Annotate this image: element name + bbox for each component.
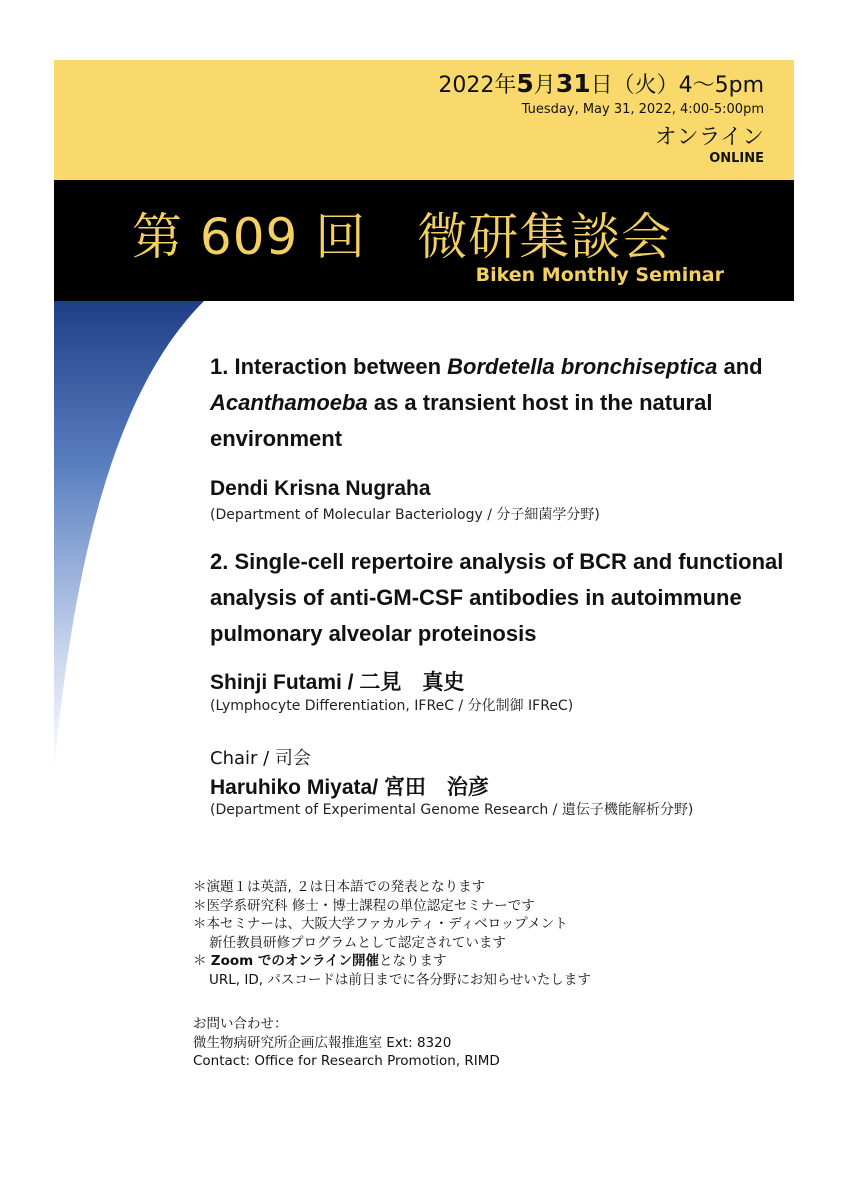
contact-office-ja: 微生物病研究所企画広報推進室 Ext: 8320: [193, 1034, 452, 1051]
date-ja: 2022年5月31日（火）4～5pm: [438, 69, 764, 98]
chair-affiliation: (Department of Experimental Genome Research / 遺伝子機能解析分野): [210, 802, 694, 818]
note-item: ＊本セミナーは、大阪大学ファカルティ・ディベロップメント: [193, 916, 568, 932]
note-item: URL, ID, パスコードは前日までに各分野にお知らせいたします: [209, 971, 591, 988]
date-en: Tuesday, May 31, 2022, 4:00-5:00pm: [521, 102, 764, 117]
chair-label: Chair / 司会: [210, 748, 311, 769]
note-item: 新任教員研修プログラムとして認定されています: [209, 934, 506, 951]
title-banner: [54, 180, 794, 301]
notes-list: [193, 878, 591, 989]
blue-swoosh-decoration: [54, 301, 214, 771]
venue-en: ONLINE: [709, 151, 764, 166]
contact-block: [193, 1015, 500, 1071]
talk2-affiliation: (Lymphocyte Differentiation, IFReC / 分化制御 IFReC): [210, 698, 574, 714]
header-band: [54, 60, 794, 180]
talk2-speaker: Shinji Futami / 二見 真史: [210, 671, 465, 694]
talk1-speaker: Dendi Krisna Nugraha: [210, 477, 431, 500]
chair-name: Haruhiko Miyata/ 宮田 治彦: [210, 776, 489, 799]
contact-label: お問い合わせ：: [193, 1016, 288, 1032]
note-item: ＊演題１は英語, ２は日本語での発表となります: [193, 879, 486, 895]
seminar-title-ja: 第 609 回 微研集談会: [132, 208, 673, 266]
talk2-title: 2. Single-cell repertoire analysis of BCR and functional analysis of anti-GM-CSF antibodies in autoimmune pulmonary alveolar proteinosis: [210, 549, 784, 646]
note-item: ＊ Zoom でのオンライン開催となります: [193, 953, 447, 969]
talk1-affiliation: (Department of Molecular Bacteriology / 分子細菌学分野): [210, 507, 600, 523]
contact-office-en: Contact: Office for Research Promotion, RIMD: [193, 1053, 500, 1069]
talk1-title: 1. Interaction between Bordetella bronchiseptica and Acanthamoeba as a transient host in the natural environment: [210, 354, 763, 451]
venue-ja: オンライン: [654, 125, 764, 150]
seminar-title-en: Biken Monthly Seminar: [475, 264, 724, 286]
note-item: ＊医学系研究科 修士・博士課程の単位認定セミナーです: [193, 897, 535, 914]
